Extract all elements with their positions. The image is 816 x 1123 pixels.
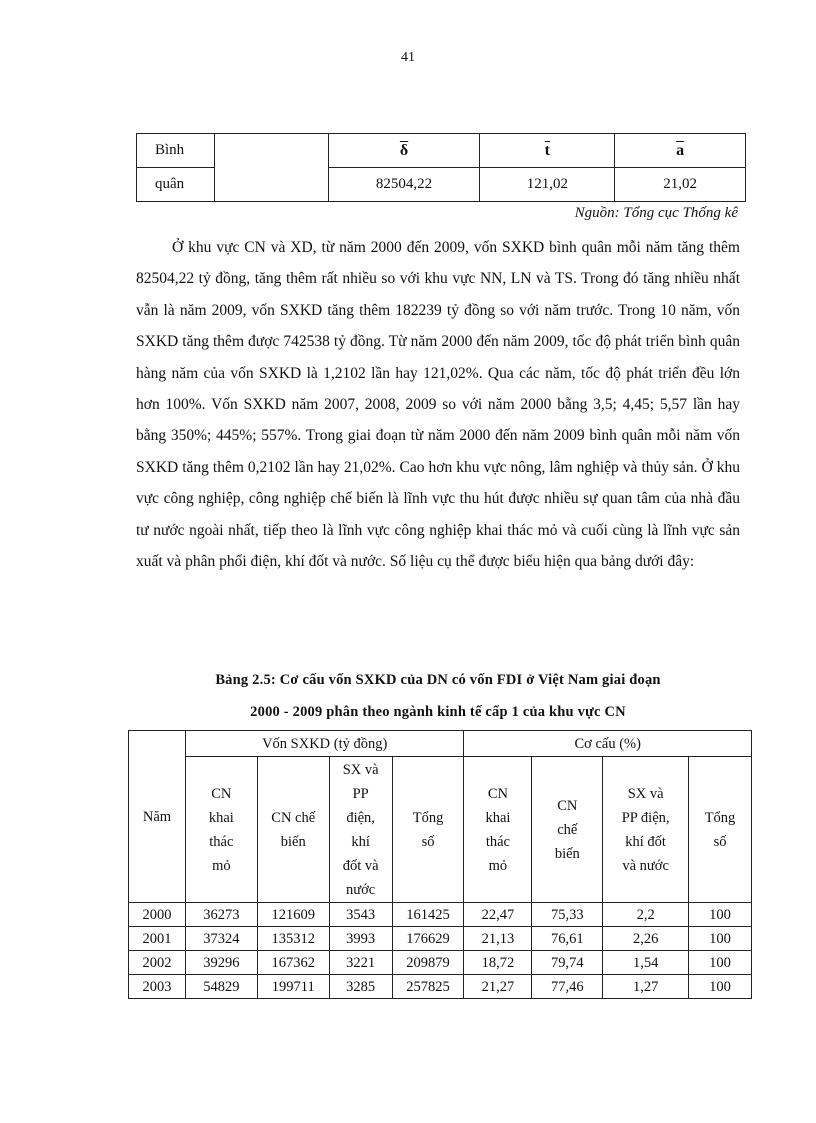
table-row bbox=[129, 975, 752, 999]
column-header-line: điện, bbox=[346, 809, 375, 826]
column-header-line: PP điện, bbox=[621, 809, 670, 826]
table-row bbox=[129, 903, 752, 927]
table-cell: 3221 bbox=[329, 951, 392, 975]
table-cell: 209879 bbox=[392, 951, 464, 975]
avg-symbol-a bbox=[615, 134, 746, 168]
table-cell: 18,72 bbox=[464, 951, 532, 975]
column-header-line: thác bbox=[485, 833, 510, 850]
body-paragraph bbox=[136, 232, 740, 577]
table-cell: 1,27 bbox=[603, 975, 689, 999]
table-cell: 21,13 bbox=[464, 927, 532, 951]
column-header-line: CN bbox=[487, 785, 508, 802]
column-header-line: PP bbox=[352, 785, 369, 802]
table-cell: 121609 bbox=[257, 903, 329, 927]
capital-group-header: Vốn SXKD (tỷ đồng) bbox=[185, 731, 464, 757]
table-cell: 257825 bbox=[392, 975, 464, 999]
structure-group-header: Cơ cấu (%) bbox=[464, 731, 752, 757]
column-header-capital-total bbox=[392, 757, 464, 903]
table-cell: 199711 bbox=[257, 975, 329, 999]
column-header-line: số bbox=[421, 833, 435, 850]
column-header-line: mỏ bbox=[212, 857, 231, 874]
column-header-line: SX và bbox=[627, 785, 664, 802]
table-row bbox=[129, 927, 752, 951]
column-header-line: thác bbox=[209, 833, 234, 850]
table-cell: 79,74 bbox=[532, 951, 603, 975]
table-cell: 100 bbox=[689, 975, 752, 999]
column-header-share-electricity bbox=[603, 757, 689, 903]
table-cell: 100 bbox=[689, 927, 752, 951]
year-cell: 2000 bbox=[129, 903, 186, 927]
a-symbol: $\overline{a}$ bbox=[676, 141, 685, 159]
column-header-line: và nước bbox=[622, 857, 669, 874]
column-header-line: biến bbox=[554, 845, 580, 862]
avg-value-delta: 82504,22 bbox=[328, 168, 480, 202]
table-cell: 39296 bbox=[185, 951, 257, 975]
column-header-line: biến bbox=[280, 833, 306, 850]
avg-empty-cell bbox=[214, 134, 328, 202]
average-table bbox=[136, 133, 746, 202]
column-header-line: khí đốt bbox=[625, 833, 666, 850]
table-cell: 100 bbox=[689, 903, 752, 927]
column-header-share-total bbox=[689, 757, 752, 903]
column-header-capital-mining bbox=[185, 757, 257, 903]
avg-symbol-delta bbox=[328, 134, 480, 168]
column-header-line: nước bbox=[346, 881, 376, 898]
column-header-line: CN chế bbox=[271, 809, 316, 826]
table-caption-line2: 2000 - 2009 phân theo ngành kinh tế cấp 1 của khu vực CN bbox=[250, 704, 626, 720]
table-cell: 167362 bbox=[257, 951, 329, 975]
table-cell: 37324 bbox=[185, 927, 257, 951]
column-header-line: khí bbox=[351, 833, 370, 850]
table-cell: 1,54 bbox=[603, 951, 689, 975]
table-cell: 3993 bbox=[329, 927, 392, 951]
avg-row-label-line2: quân bbox=[137, 168, 215, 202]
t-symbol: $\overline{t}$ bbox=[544, 141, 550, 159]
column-header-share-mining bbox=[464, 757, 532, 903]
avg-value-t: 121,02 bbox=[480, 168, 615, 202]
table-cell: 76,61 bbox=[532, 927, 603, 951]
table-cell: 21,27 bbox=[464, 975, 532, 999]
column-header-line: đốt và bbox=[342, 857, 379, 874]
table-cell: 3285 bbox=[329, 975, 392, 999]
column-header-line: khai bbox=[485, 809, 511, 826]
delta-symbol: $\overline{\delta}$ bbox=[399, 141, 409, 159]
column-header-line: Tổng bbox=[412, 809, 444, 826]
avg-row-label-line1: Bình bbox=[137, 134, 215, 168]
table-cell: 77,46 bbox=[532, 975, 603, 999]
table-cell: 22,47 bbox=[464, 903, 532, 927]
avg-symbol-t bbox=[480, 134, 615, 168]
year-cell: 2003 bbox=[129, 975, 186, 999]
column-header-line: Tổng bbox=[704, 809, 736, 826]
page-number: 41 bbox=[401, 50, 415, 65]
column-header-share-processing bbox=[532, 757, 603, 903]
column-header-line: mỏ bbox=[488, 857, 508, 874]
year-cell: 2002 bbox=[129, 951, 186, 975]
column-header-line: CN bbox=[211, 785, 232, 802]
source-note: Nguồn: Tổng cục Thống kê bbox=[574, 205, 738, 221]
column-header-line: CN bbox=[557, 797, 578, 814]
table-cell: 75,33 bbox=[532, 903, 603, 927]
column-header-line: chế bbox=[557, 821, 578, 838]
table-cell: 36273 bbox=[185, 903, 257, 927]
table-cell: 2,26 bbox=[603, 927, 689, 951]
table-caption-line1: Bảng 2.5: Cơ cấu vốn SXKD của DN có vốn FDI ở Việt Nam giai đoạn bbox=[215, 672, 661, 688]
table-cell: 54829 bbox=[185, 975, 257, 999]
capital-structure-table bbox=[128, 730, 752, 999]
year-cell: 2001 bbox=[129, 927, 186, 951]
column-header-capital-electricity bbox=[329, 757, 392, 903]
table-cell: 161425 bbox=[392, 903, 464, 927]
avg-value-a: 21,02 bbox=[615, 168, 746, 202]
table-cell: 176629 bbox=[392, 927, 464, 951]
table-cell: 2,2 bbox=[603, 903, 689, 927]
column-header-line: SX và bbox=[342, 761, 379, 778]
paragraph-text: Ở khu vực CN và XD, từ năm 2000 đến 2009, vốn SXKD bình quân mỗi năm tăng thêm 82504,22 tỷ đồng, tăng thêm rất nhiều so với khu vực NN, LN và TS. Trong đó tăng nhiều nhất vẫn là năm 2009, vốn SXKD tăng thêm 182239 tỷ đồng so với năm trước. Trong 10 năm, vốn SXKD tăng thêm được 742538 tỷ đồng. Từ năm 2000 đến năm 2009, tốc độ phát triển bình quân hàng năm của vốn SXKD là 1,2102 lần hay 121,02%. Qua các năm, tốc độ phát triển đều lớn hơn 100%. Vốn SXKD năm 2007, 2008, 2009 so với năm 2000 bằng 3,5; 4,45; 5,57 lần hay bằng 350%; 445%; 557%. Trong giai đoạn từ năm 2000 đến năm 2009 bình quân mỗi năm vốn SXKD tăng thêm 0,2102 lần hay 21,02%. Cao hơn khu vực nông, lâm nghiệp và thủy sản. Ở khu vực công nghiệp, công nghiệp chế biến là lĩnh vực thu hút được nhiều sự quan tâm của nhà đầu tư nước ngoài nhất, tiếp theo là lĩnh vực công nghiệp khai thác mỏ và cuối cùng là lĩnh vực sản xuất và phân phối điện, khí đốt và nước. Số liệu cụ thể được biểu hiện qua bảng dưới đây: bbox=[136, 239, 740, 571]
table-row bbox=[129, 951, 752, 975]
column-header-line: số bbox=[713, 833, 727, 850]
year-header: Năm bbox=[129, 731, 186, 903]
table-cell: 100 bbox=[689, 951, 752, 975]
table-cell: 3543 bbox=[329, 903, 392, 927]
table-cell: 135312 bbox=[257, 927, 329, 951]
column-header-capital-processing bbox=[257, 757, 329, 903]
column-header-line: khai bbox=[208, 809, 234, 826]
